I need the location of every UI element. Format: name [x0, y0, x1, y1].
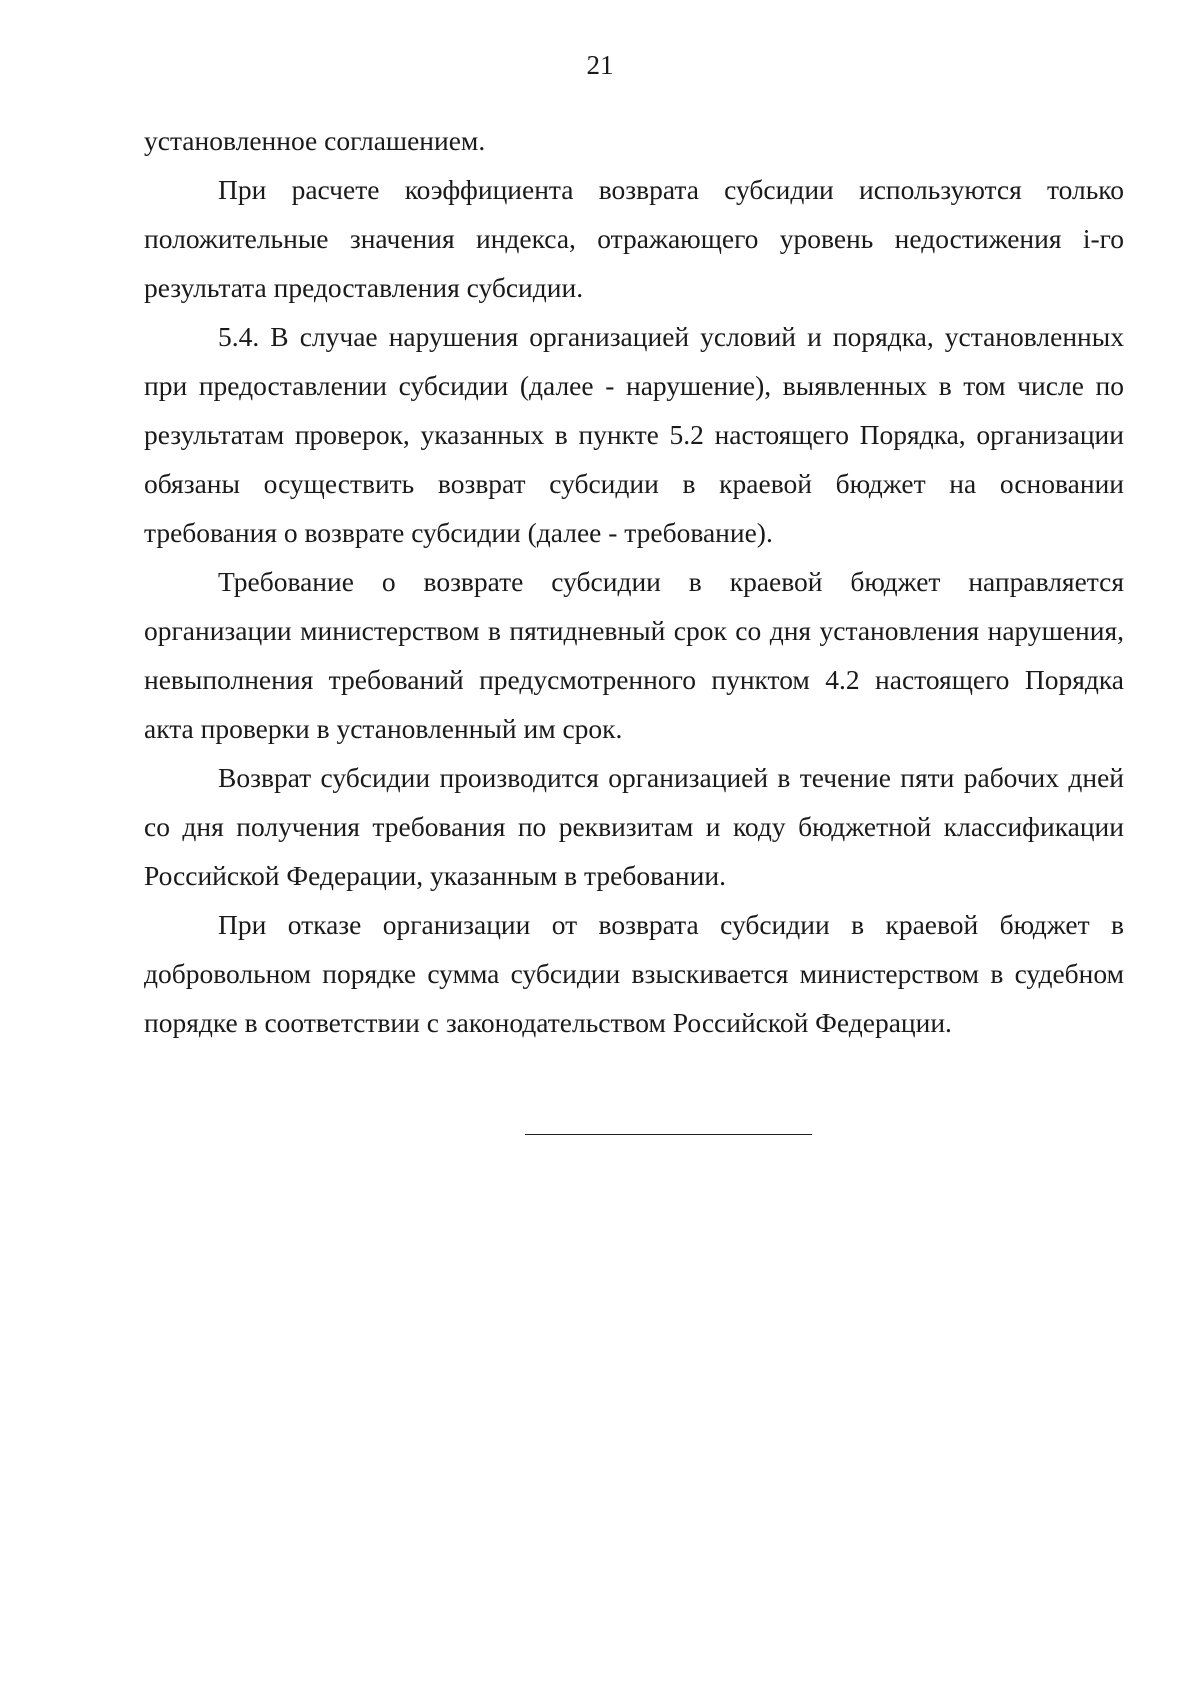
end-separator-line	[525, 1134, 812, 1135]
paragraph-continuation: установленное соглашением.	[144, 125, 486, 156]
document-body	[144, 116, 1124, 1047]
paragraph-return-coefficient: При расчете коэффициента возврата субсидии используются только положительные значения индекса, отражающего уровень недостижения i-го результата предоставления субсидии.	[144, 174, 1124, 303]
page-number: 21	[586, 50, 614, 80]
paragraph-refusal-recovery: При отказе организации от возврата субсидии в краевой бюджет в добровольном порядке сумма субсидии взыскивается министерством в судебном порядке в соответствии с законодательством Российской Федерации.	[144, 909, 1124, 1038]
paragraph-refund-procedure: Возврат субсидии производится организацией в течение пяти рабочих дней со дня получения требования по реквизитам и коду бюджетной классификации Российской Федерации, указанным в требовании.	[144, 762, 1124, 891]
paragraph-clause-5-4: 5.4. В случае нарушения организацией условий и порядка, установленных при предоставлении субсидии (далее - нарушение), выявленных в том числе по результатам проверок, указанных в пункте 5.2 настоящего Порядка, организации обязаны осуществить возврат субсидии в краевой бюджет на основании требования о возврате субсидии (далее - требование).	[144, 321, 1124, 548]
paragraph-requirement-sending: Требование о возврате субсидии в краевой бюджет направляется организации министерством в пятидневный срок со дня установления нарушения, невыполнения требований предусмотренного пунктом 4.2 настоящего Порядка акта проверки в установленный им срок.	[144, 566, 1124, 744]
